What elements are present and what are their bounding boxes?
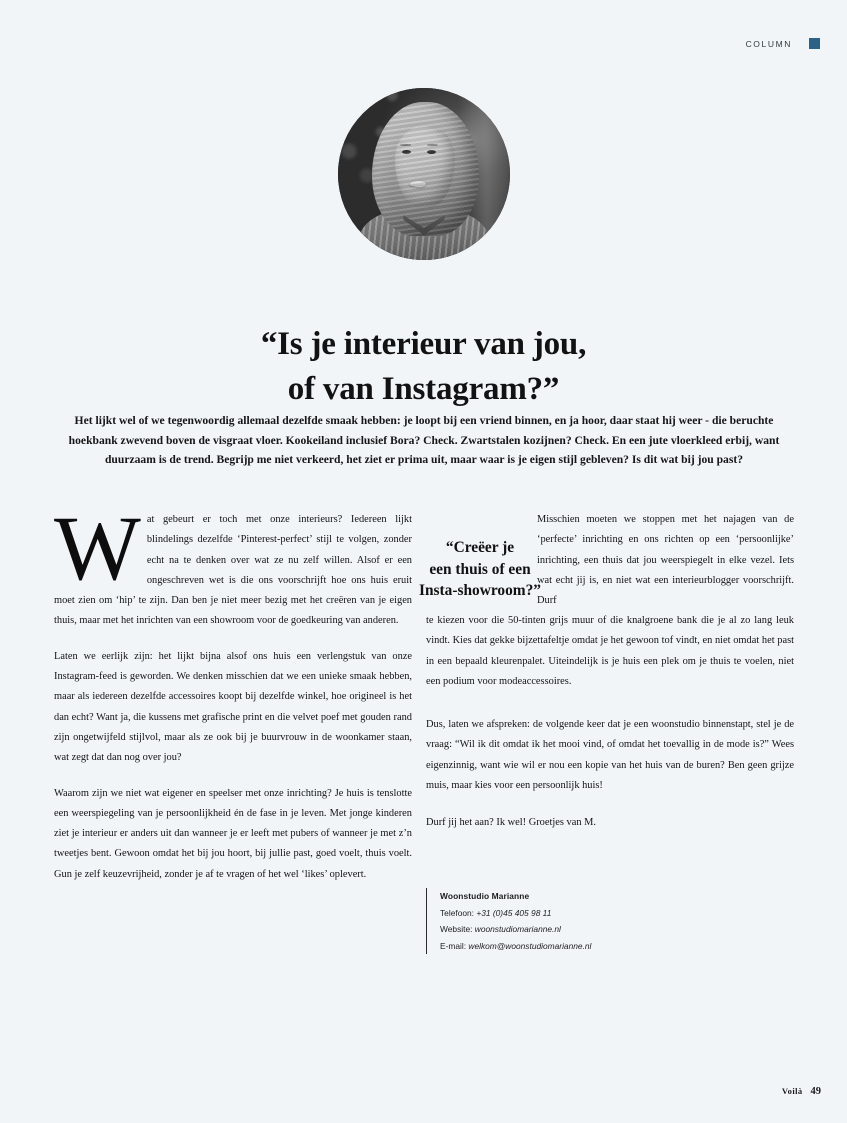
contact-phone (440, 905, 591, 922)
pull-quote-line-1: “Creëer je (445, 539, 515, 556)
headline-line-1: “Is je interieur van jou, (260, 326, 587, 363)
contact-name: Woonstudio Marianne (440, 891, 530, 901)
paragraph-left-1-text: at gebeurt er toch met onze interieurs? Iedereen lijkt blindelings dezelfde ‘Pinterest-perfect’ stijl te volgen, zonder echt na te denken over wat ze nu zelf willen. Alsof er een ongeschreven wet is die ons voorschrijft hoe ons huis eruit moet zien om ‘hip’ te zijn. Dan ben je niet meer bezig met het creëren van je eigen thuis, maar met het inrichten van een showroom voor de goedkeuring van anderen. (54, 514, 412, 627)
contact-email (440, 938, 591, 955)
paragraph-left-3: Waarom zijn we niet wat eigener en speelser met onze inrichting? Je huis is tenslotte een weerspiegeling van je persoonlijkheid én de fase in je leven. Met jonge kinderen ziet je interieur er anders uit dan wanneer je er leeft met pubers of wanneer je met z’n tweetjes bent. Gewoon omdat het bij jou hoort, bij jullie past, goed voelt, thuis voelt. Gun je zelf keuzevrijheid, zonder je af te vragen of het wel ‘likes’ oplevert. (54, 787, 412, 880)
contact-email-label: E-mail: (440, 940, 467, 951)
portrait-circle-image (338, 88, 510, 260)
section-label: COLUMN (745, 38, 792, 49)
paragraph-left-2: Laten we eerlijk zijn: het lijkt bijna alsof ons huis een verlengstuk van onze Instagram-feed is geworden. We denken misschien dat we een unieke smaak hebben, maar als iedereen dezelfde accessoires koopt bij dezelfde winkel, hoe origineel is het dan echt? Want ja, die kussens met grafische print en die velvet poef met gouden rand zijn ongetwijfeld stijlvol, maar als ze ook bij je buurvrouw in de woonkamer staan, wat zegt dat dan nog over jou? (54, 650, 412, 764)
accent-square-icon (809, 38, 820, 49)
contact-website-value[interactable]: woonstudiomarianne.nl (474, 924, 561, 934)
pull-quote-line-2: een thuis of een (429, 560, 531, 578)
drop-cap: W (54, 497, 141, 599)
paragraph-right-1-top: Misschien moeten we stoppen met het najagen van de ‘perfecte’ inrichting en ons richten op een ‘persoonlijke’ inrichting, een thuis dat jou weerspiegelt in elke vezel. Iets wat echt jij is, en niet wat een interieurblogger voorschrijft. Durf (537, 514, 794, 607)
contact-email-value[interactable]: welkom@woonstudiomarianne.nl (468, 940, 592, 951)
article-body (54, 497, 794, 980)
page-number: 49 (810, 1086, 821, 1097)
body-column-right-rest (426, 715, 794, 833)
contact-phone-value: +31 (0)45 405 98 11 (476, 907, 552, 918)
paragraph-left-1 (54, 497, 412, 632)
contact-phone-label: Telefoon: (440, 907, 474, 918)
article-intro: Het lijkt wel of we tegenwoordig allemaal dezelfde smaak hebben: je loopt bij een vriend binnen, en ja hoor, daar staat hij weer - die beruchte hoekbank zwevend boven de visgraat vloer. Kookeiland inclusief Bora? Check. Zwartstalen kozijnen? Check. En een jute vloerkleed erbij, want duurzaam is de trend. Begrijp me niet verkeerd, het ziet er prima uit, maar waar is je eigen stijl gebleven? Is dit wat bij jou past? (68, 414, 780, 466)
paragraph-right-3: Durf jij het aan? Ik wel! Groetjes van M. (426, 817, 596, 829)
article-headline (0, 322, 847, 412)
body-column-left (54, 497, 412, 885)
contact-website-label: Website: (440, 924, 473, 934)
headline-line-2: of van Instagram?” (287, 371, 560, 408)
portrait-hair-strands (372, 102, 479, 236)
contact-website (440, 921, 591, 938)
paragraph-right-2: Dus, laten we afspreken: de volgende keer dat je een woonstudio binnenstapt, stel je de vraag: “Wil ik dit omdat ik het mooi vind, of omdat het toevallig in de mode is?” Wees eigenzinnig, want wie wil er nou een kopie van het huis van de buren? Ben geen grijze muis, maar kies voor een persoonlijk huis! (426, 719, 794, 791)
page-header (746, 38, 820, 49)
paragraph-right-1-continued: te kiezen voor die 50-tinten grijs muur of die knalgroene bank die je al zo lang leuk vindt. Kies dat gekke bijzettafeltje omdat je het gewoon tof vindt, en niet omdat het past in een bepaald kleurenpalet. Uiteindelijk is je huis een plek om je thuis te voelen, niet een podium voor modeaccessoires. (426, 615, 794, 687)
author-portrait (338, 88, 510, 260)
pull-quote-line-3: Insta-showroom?” (419, 582, 541, 599)
footer-brand: Voilà (781, 1086, 803, 1096)
contact-block (426, 888, 591, 954)
page-footer (782, 1086, 821, 1097)
